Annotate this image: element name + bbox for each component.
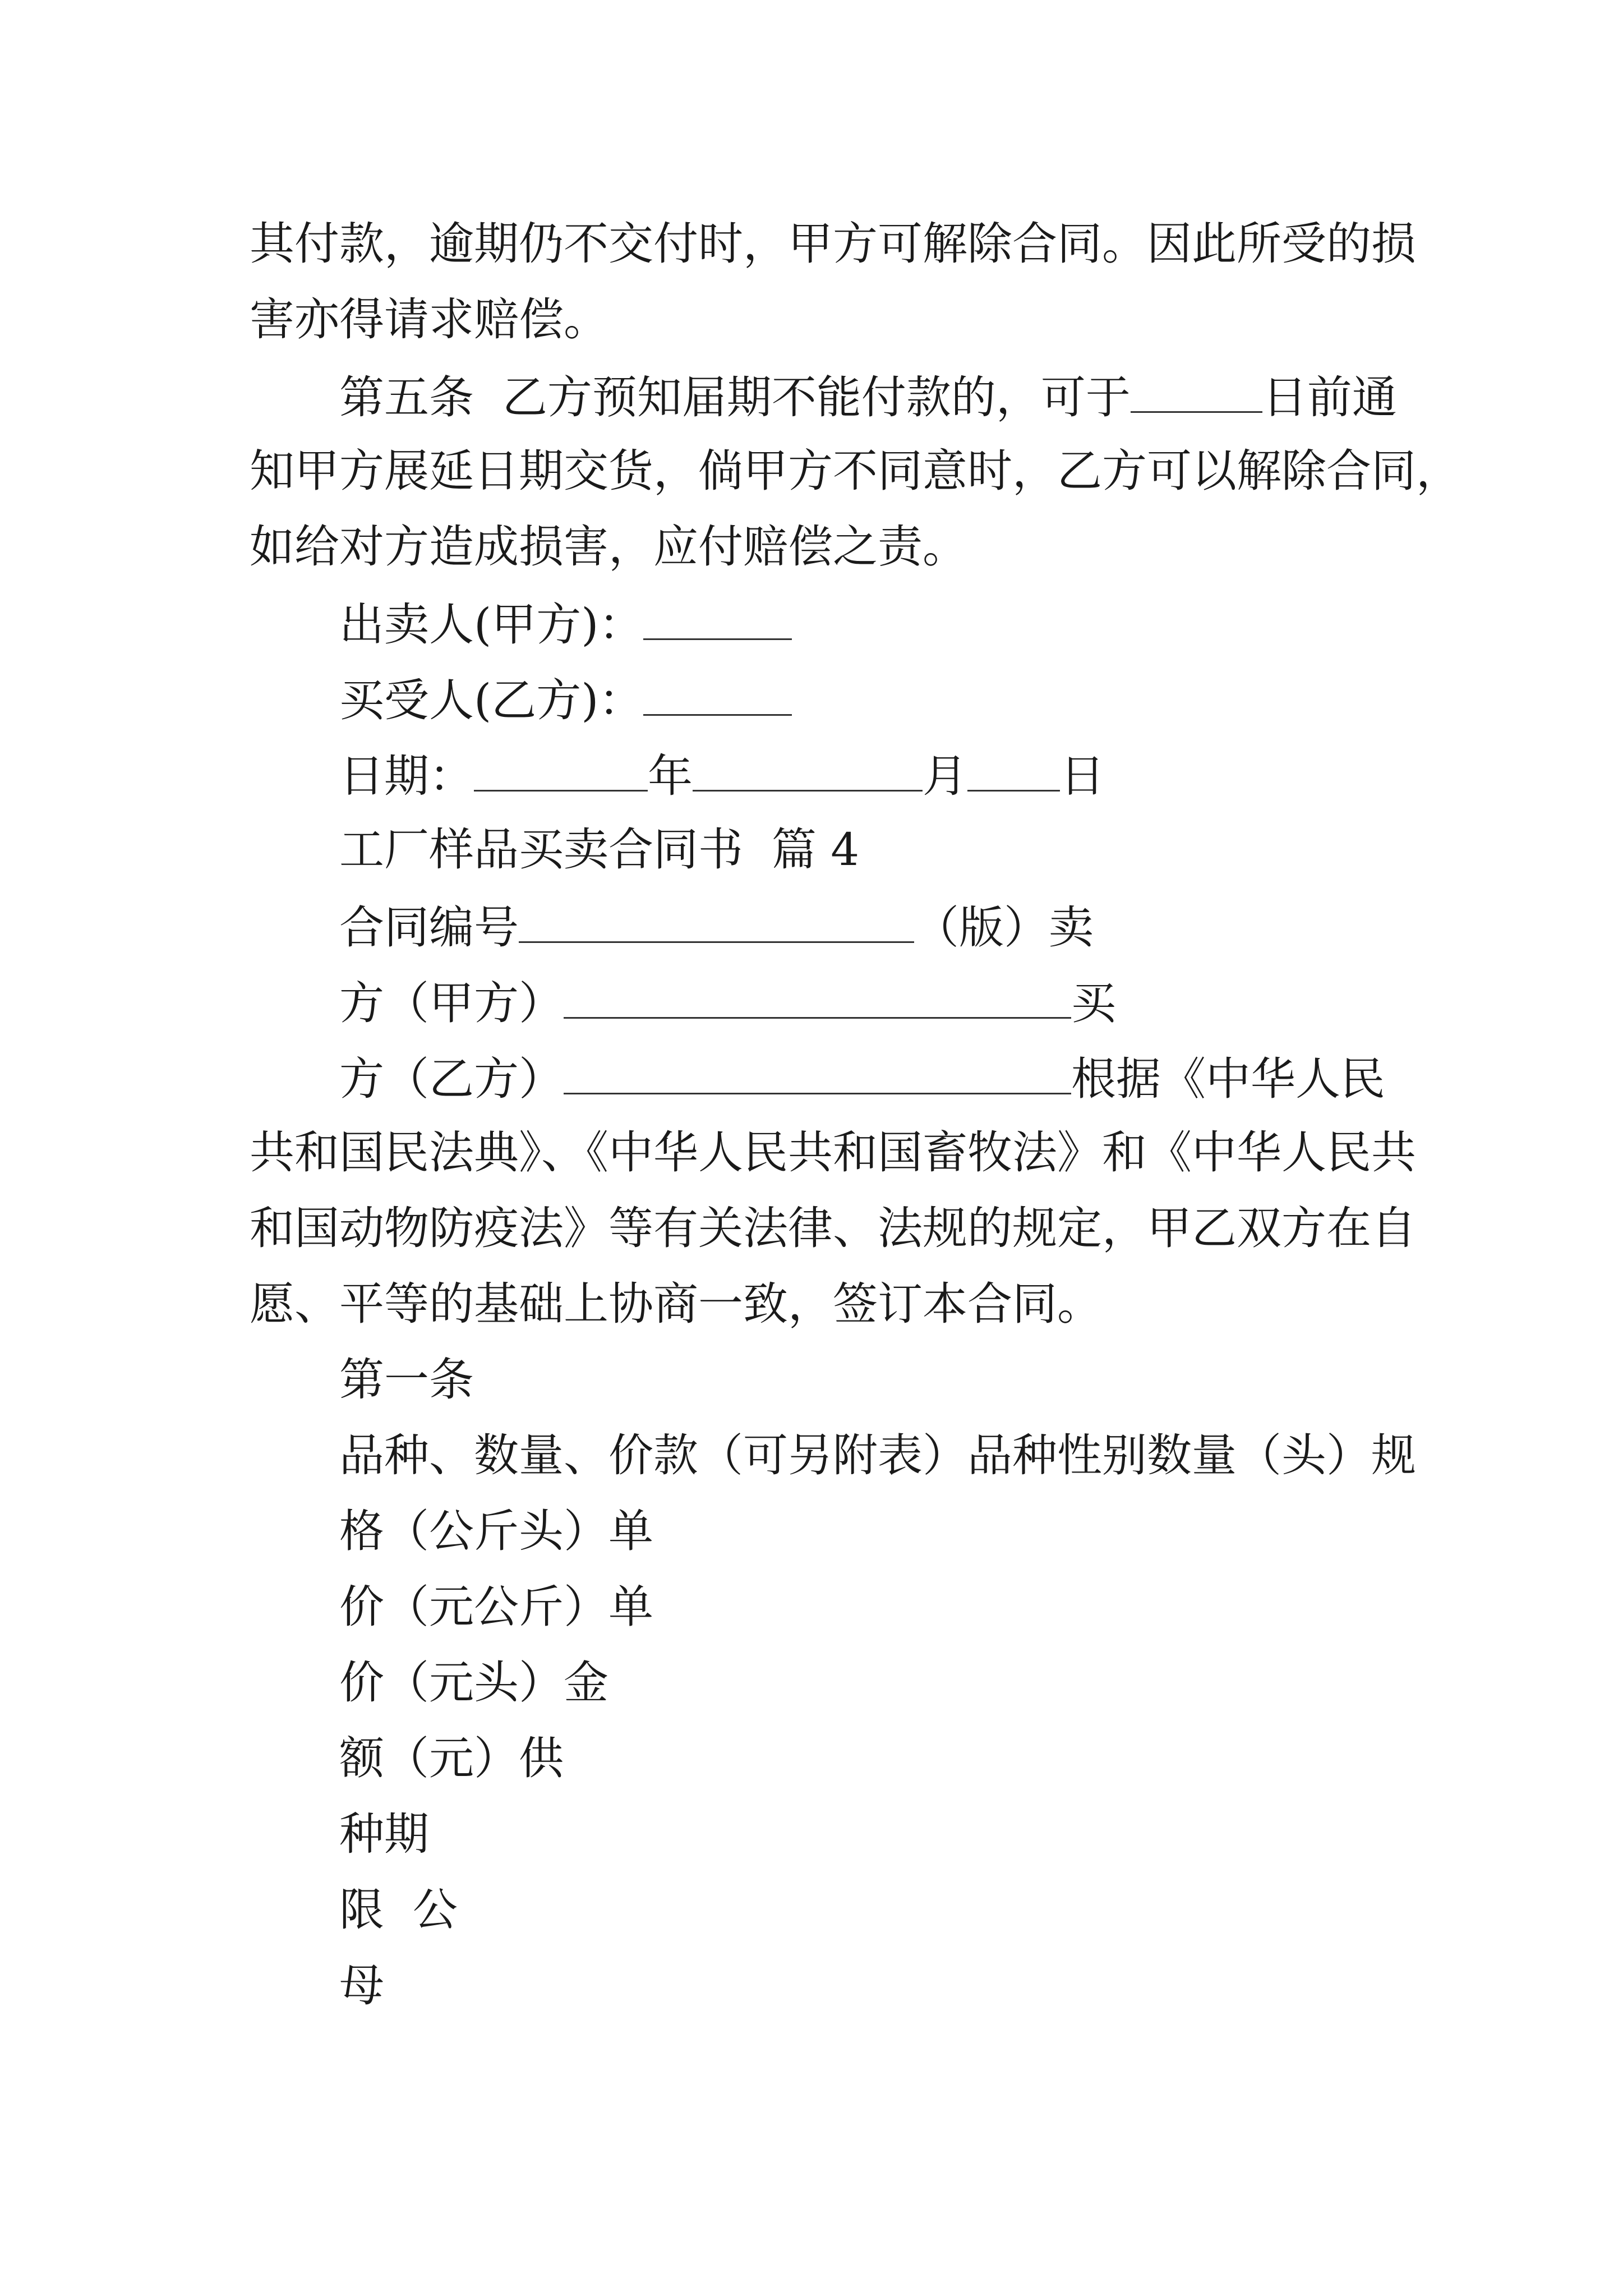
article-1-heading: 第一条	[339, 1354, 474, 1406]
party-b-blank	[564, 1049, 1071, 1094]
paragraph-line: 和国动物防疫法》等有关法律、法规的规定，甲乙双方在自	[250, 1202, 1416, 1254]
contract-no-line	[339, 898, 1094, 956]
table-text-line: 母	[339, 1959, 384, 2012]
table-text-line: 额（元）供	[339, 1732, 564, 1784]
party-a-label: 方（甲方）	[339, 977, 564, 1029]
table-text-line: 价（元头）金	[339, 1657, 608, 1709]
month-label: 月	[923, 750, 967, 802]
party-b-tail: 根据《中华人民	[1071, 1053, 1385, 1105]
buyer-line	[339, 670, 792, 729]
party-b-line	[339, 1049, 1385, 1107]
buyer-label: 买受人(乙方)：	[339, 674, 644, 726]
seller-line	[339, 595, 792, 653]
seller-blank	[643, 595, 792, 640]
paragraph-line: 害亦得请求赔偿。	[250, 293, 608, 346]
contract-no-tail: （版）卖	[914, 901, 1094, 954]
article-5-text-tail: 日前通	[1262, 371, 1397, 424]
buyer-blank	[643, 670, 792, 716]
party-a-blank	[564, 973, 1071, 1019]
paragraph-line: 共和国民法典》、《中华人民共和国畜牧法》和《中华人民共	[250, 1126, 1416, 1179]
table-text-line: 种期	[339, 1808, 429, 1860]
party-a-tail: 买	[1071, 977, 1116, 1029]
month-blank	[693, 746, 923, 792]
table-text-line: 价（元公斤）单	[339, 1581, 653, 1633]
table-text-line: 格（公斤头）单	[339, 1505, 653, 1557]
article-5-line-1	[339, 367, 1397, 426]
date-label: 日期：	[339, 750, 474, 802]
year-label: 年	[648, 750, 693, 802]
section-title: 工厂样品买卖合同书 篇 4	[339, 823, 860, 876]
day-blank	[967, 746, 1060, 792]
party-b-label: 方（乙方）	[339, 1053, 564, 1105]
paragraph-line: 如给对方造成损害，应付赔偿之责。	[250, 521, 967, 573]
contract-no-blank	[519, 898, 914, 943]
party-a-line	[339, 973, 1116, 1032]
day-label: 日	[1060, 750, 1105, 802]
paragraph-line: 知甲方展延日期交货，倘甲方不同意时，乙方可以解除合同，	[250, 445, 1461, 497]
blank-field	[1131, 367, 1262, 413]
date-line	[339, 746, 1105, 804]
paragraph-line: 愿、平等的基础上协商一致，签订本合同。	[250, 1278, 1102, 1330]
year-blank	[474, 746, 648, 792]
contract-no-label: 合同编号	[339, 901, 519, 954]
article-5-text: 第五条 乙方预知届期不能付款的，可于	[339, 371, 1131, 424]
table-text-line: 品种、数量、价款（可另附表）品种性别数量（头）规	[339, 1429, 1416, 1481]
table-text-line: 限 公	[339, 1884, 458, 1936]
paragraph-line: 其付款，逾期仍不交付时，甲方可解除合同。因此所受的损	[250, 218, 1416, 270]
seller-label: 出卖人(甲方)：	[339, 599, 644, 651]
